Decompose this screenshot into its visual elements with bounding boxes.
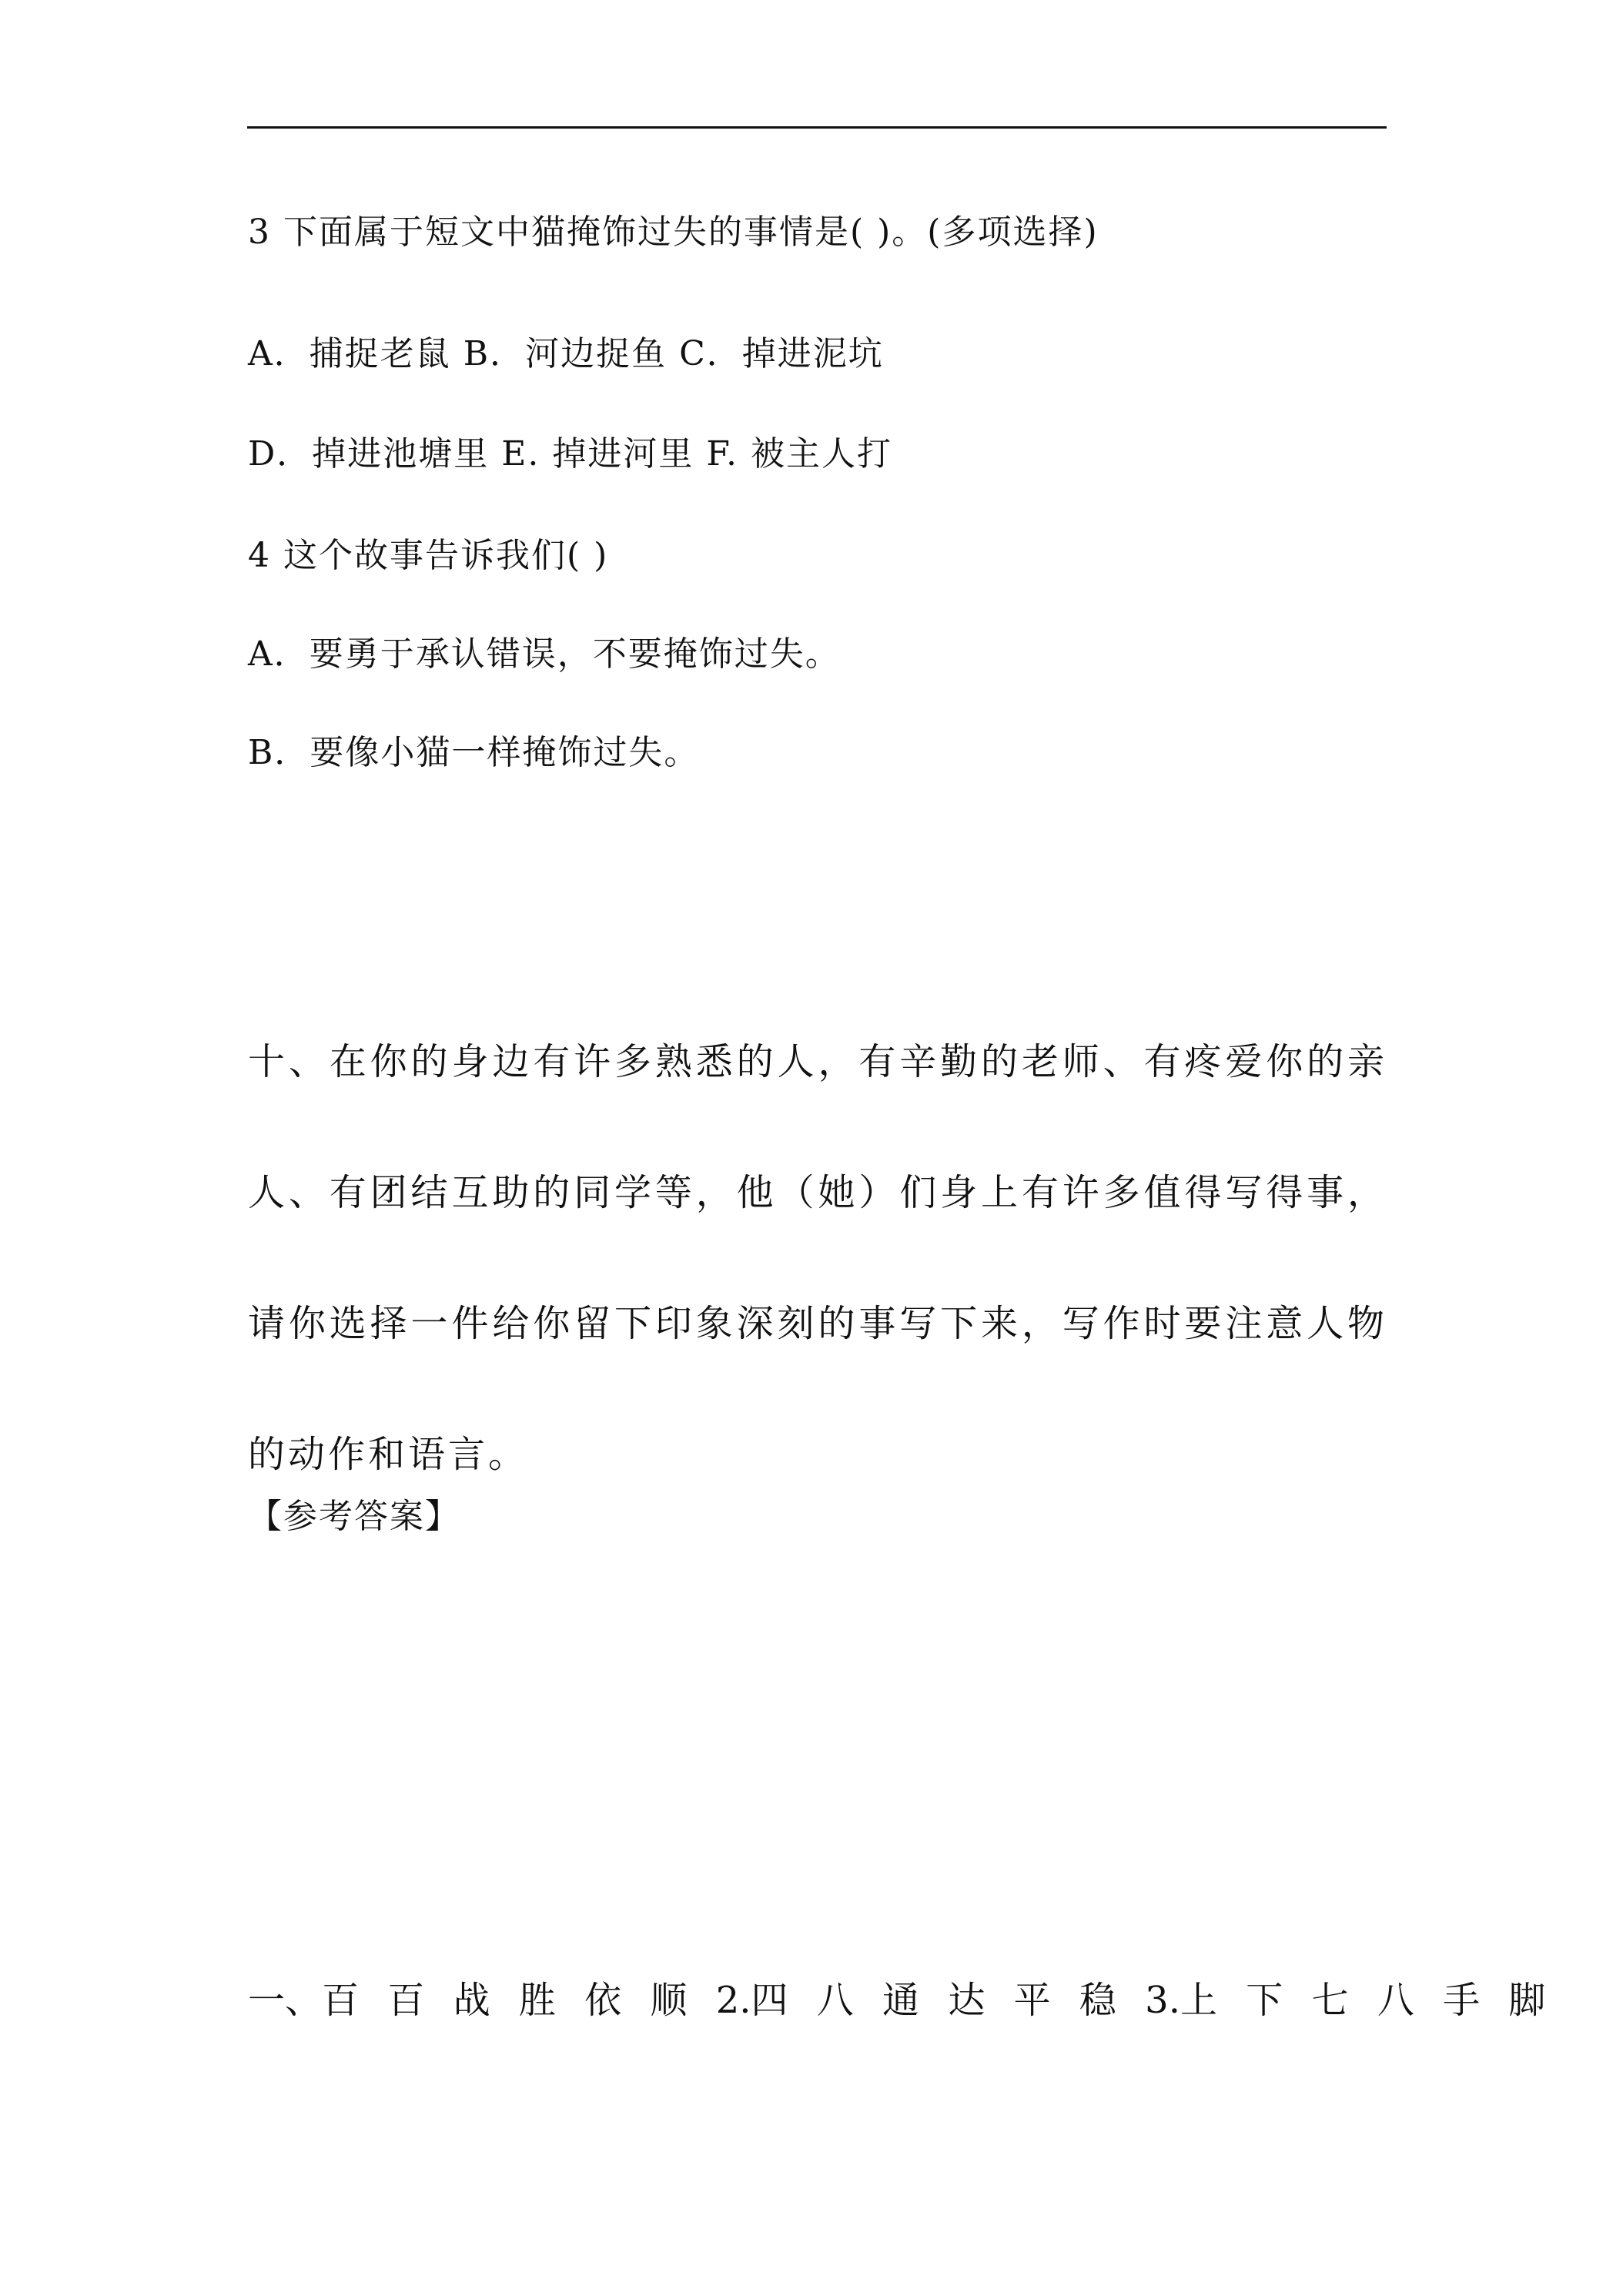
reference-answer-heading: 【参考答案】 xyxy=(248,1497,460,1536)
question-3-options-row-1: A．捕捉老鼠 B．河边捉鱼 C．掉进泥坑 xyxy=(248,334,884,373)
answer-token: 手 xyxy=(1443,1979,1481,2022)
answer-token: 3.上 xyxy=(1145,1979,1217,2022)
answer-token: 战 xyxy=(453,1979,490,2022)
answer-token: 2.四 xyxy=(715,1979,788,2022)
answer-token: 平 xyxy=(1013,1979,1051,2022)
essay-prompt: 十、在你的身边有许多熟悉的人，有辛勤的老师、有疼爱你的亲人、有团结互助的同学等，他（她）们身上有许多值得写得事，请你选择一件给你留下印象深刻的事写下来，写作时要注意人物的动作和语言。 xyxy=(248,1040,1387,1476)
answer-token: 一、百 xyxy=(248,1979,360,2022)
question-3-stem: 3 下面属于短文中猫掩饰过失的事情是( )。(多项选择) xyxy=(248,213,1099,252)
answer-token: 八 xyxy=(816,1979,854,2022)
answer-token: 百 xyxy=(387,1979,425,2022)
header-rule xyxy=(247,126,1387,129)
question-4-stem: 4 这个故事告诉我们( ) xyxy=(248,536,609,575)
reference-answer-row xyxy=(248,1977,1562,2023)
answer-token: 胜 xyxy=(518,1979,556,2022)
answer-token: 稳 xyxy=(1079,1979,1116,2022)
question-4-option-a: A．要勇于承认错误，不要掩饰过失。 xyxy=(248,634,841,674)
answer-token: 达 xyxy=(948,1979,986,2022)
answer-token: 脚 xyxy=(1508,1979,1546,2022)
answer-token: 七 xyxy=(1311,1979,1349,2022)
answer-token: 通 xyxy=(882,1979,920,2022)
answer-token: 顺 xyxy=(650,1979,688,2022)
question-4-option-b: B．要像小猫一样掩饰过失。 xyxy=(248,733,700,772)
answer-token: 依 xyxy=(584,1979,622,2022)
answer-token: 八 xyxy=(1377,1979,1414,2022)
question-3-options-row-2: D．掉进池塘里 E. 掉进河里 F. 被主人打 xyxy=(248,434,892,474)
answer-token: 下 xyxy=(1246,1979,1283,2022)
